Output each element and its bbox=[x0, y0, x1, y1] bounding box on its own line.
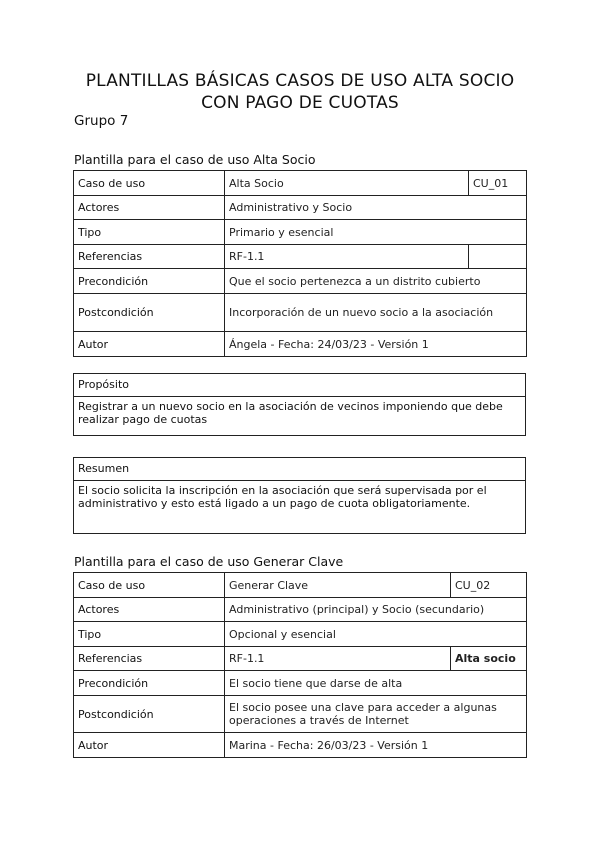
row-key: Postcondición bbox=[74, 696, 225, 733]
document-title-line-1: PLANTILLAS BÁSICAS CASOS DE USO ALTA SOCIO bbox=[85, 71, 515, 91]
row-value: Administrativo y Socio bbox=[225, 196, 527, 220]
template1-row-referencias bbox=[74, 245, 527, 269]
row-value: Que el socio pertenezca a un distrito cubierto bbox=[225, 269, 527, 294]
row-key: Referencias bbox=[74, 245, 225, 269]
row-key: Actores bbox=[74, 196, 225, 220]
purpose-box bbox=[73, 373, 526, 436]
template1-row-actores bbox=[74, 196, 527, 220]
summary-heading: Resumen bbox=[74, 458, 525, 481]
summary-box bbox=[73, 457, 526, 534]
row-key: Precondición bbox=[74, 269, 225, 294]
row-value: El socio tiene que darse de alta bbox=[225, 671, 527, 696]
template2-row-caso bbox=[74, 573, 527, 598]
template1-heading: Plantilla para el caso de uso Alta Socio bbox=[74, 152, 316, 167]
row-key: Postcondición bbox=[74, 294, 225, 332]
template1-table bbox=[73, 170, 527, 357]
row-value: Marina - Fecha: 26/03/23 - Versión 1 bbox=[225, 733, 527, 758]
row-value: Administrativo (principal) y Socio (secundario) bbox=[225, 598, 527, 622]
row-value: Incorporación de un nuevo socio a la asociación bbox=[225, 294, 527, 332]
row-value: RF-1.1 bbox=[225, 245, 469, 269]
template2-row-autor bbox=[74, 733, 527, 758]
row-key: Caso de uso bbox=[74, 573, 225, 598]
row-value: RF-1.1 bbox=[225, 647, 451, 671]
row-extra: CU_02 bbox=[451, 573, 527, 598]
template1-row-tipo bbox=[74, 220, 527, 245]
row-extra: CU_01 bbox=[469, 171, 527, 196]
row-extra bbox=[469, 245, 527, 269]
template2-heading: Plantilla para el caso de uso Generar Clave bbox=[74, 554, 344, 569]
template2-row-actores bbox=[74, 598, 527, 622]
document-title-line-2: CON PAGO DE CUOTAS bbox=[201, 93, 399, 113]
row-key: Referencias bbox=[74, 647, 225, 671]
group-label: Grupo 7 bbox=[74, 113, 129, 129]
row-key: Caso de uso bbox=[74, 171, 225, 196]
row-value: Generar Clave bbox=[225, 573, 451, 598]
row-extra: Alta socio bbox=[451, 647, 527, 671]
template2-row-precondicion bbox=[74, 671, 527, 696]
row-value: Primario y esencial bbox=[225, 220, 527, 245]
template1-row-postcondicion bbox=[74, 294, 527, 332]
row-key: Tipo bbox=[74, 220, 225, 245]
template1-row-precondicion bbox=[74, 269, 527, 294]
template1-row-autor bbox=[74, 332, 527, 357]
row-value: El socio posee una clave para acceder a algunas operaciones a través de Internet bbox=[225, 696, 527, 733]
row-key: Actores bbox=[74, 598, 225, 622]
row-key: Autor bbox=[74, 733, 225, 758]
template2-row-referencias bbox=[74, 647, 527, 671]
template1-row-caso bbox=[74, 171, 527, 196]
row-key: Autor bbox=[74, 332, 225, 357]
row-key: Precondición bbox=[74, 671, 225, 696]
template2-row-postcondicion bbox=[74, 696, 527, 733]
template2-row-tipo bbox=[74, 622, 527, 647]
row-value: Opcional y esencial bbox=[225, 622, 527, 647]
document-title bbox=[60, 70, 540, 114]
row-key: Tipo bbox=[74, 622, 225, 647]
row-value: Ángela - Fecha: 24/03/23 - Versión 1 bbox=[225, 332, 527, 357]
row-value: Alta Socio bbox=[225, 171, 469, 196]
template2-table bbox=[73, 572, 527, 758]
summary-text: El socio solicita la inscripción en la asociación que será supervisada por el administrativo y esto está ligado a un pago de cuota obligatoriamente. bbox=[78, 484, 487, 510]
purpose-text: Registrar a un nuevo socio en la asociación de vecinos imponiendo que debe realizar pago de cuotas bbox=[78, 400, 503, 426]
purpose-heading: Propósito bbox=[74, 374, 525, 397]
